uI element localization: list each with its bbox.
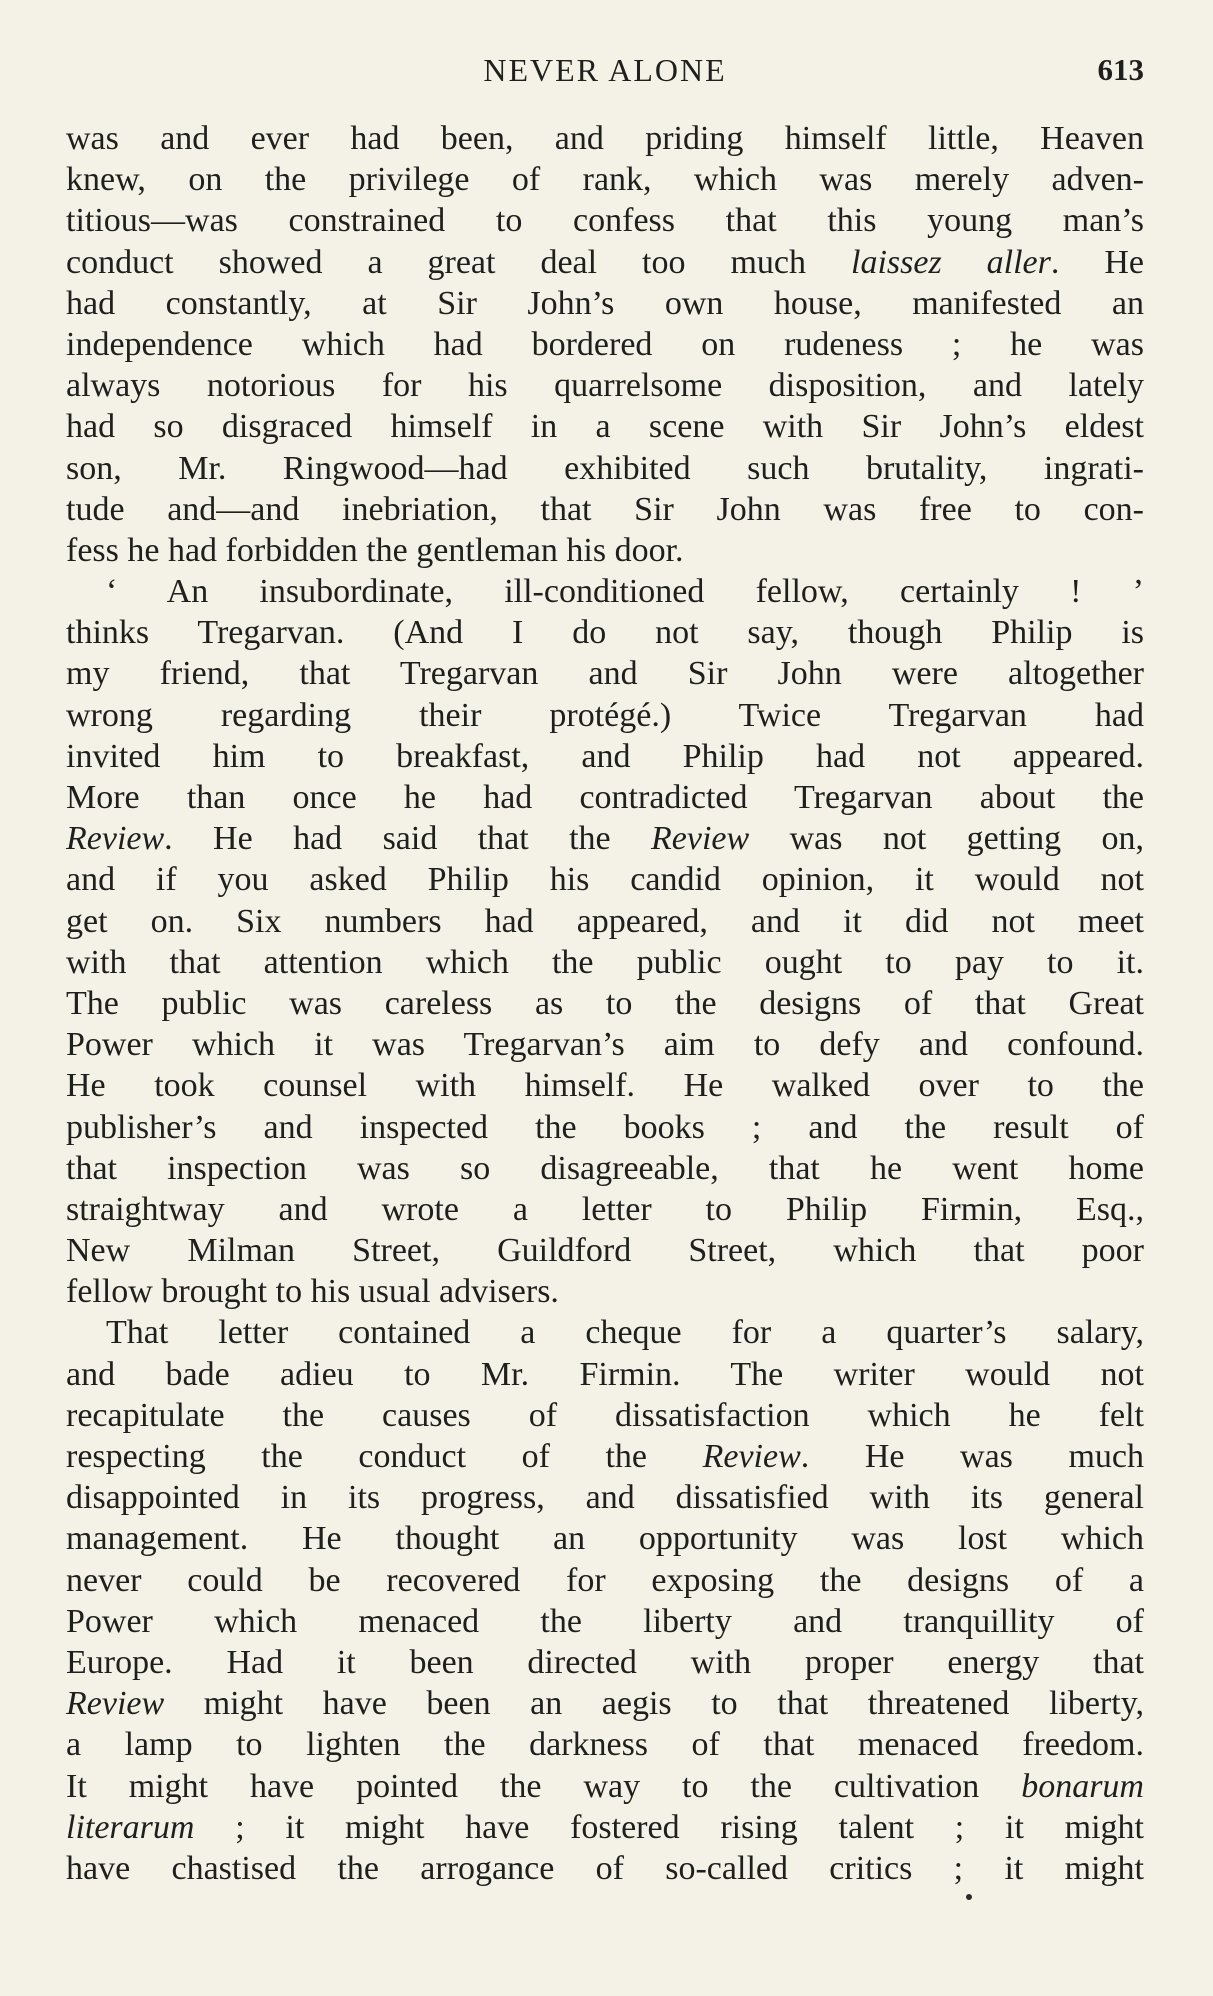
running-title: NEVER ALONE [483,52,727,88]
text-line: wrong regarding their protégé.) Twice Tregarvan had [66,696,1144,734]
text-line: fess he had forbidden the gentleman his door. [66,531,684,569]
text-line: was and ever had been, and priding himself little, Heaven [66,120,1144,157]
text-line: respecting the conduct of the Review. He was much [66,1438,1145,1475]
text-line: titious—was constrained to confess that this young man’s [66,202,1144,240]
text-line: and if you asked Philip his candid opinion, it would not [66,861,1144,899]
text-line: More than once he had contradicted Tregarvan about the [66,779,1144,816]
text-line: Power which it was Tregarvan’s aim to defy and confound. [66,1026,1144,1064]
text-line: New Milman Street, Guildford Street, which that poor [66,1232,1144,1270]
text-line: publisher’s and inspected the books ; and the result of [66,1108,1144,1146]
text-line: that inspection was so disagreeable, that he went home [66,1149,1144,1187]
text-line: conduct showed a great deal too much laissez aller. He [66,243,1144,281]
text-line: my friend, that Tregarvan and Sir John were altogether [66,655,1144,693]
text-line: son, Mr. Ringwood—had exhibited such brutality, ingrati- [66,449,1144,487]
text-line: a lamp to lighten the darkness of that menaced freedom. [66,1726,1144,1764]
text-line: have chastised the arrogance of so-called critics ; it might [66,1849,1144,1887]
text-line: Europe. Had it been directed with proper energy that [66,1643,1144,1681]
text-line: Review might have been an aegis to that threatened liberty, [66,1685,1144,1723]
text-line: The public was careless as to the designs of that Great [66,984,1144,1022]
running-head [66,52,1144,96]
text-line: independence which had bordered on rudeness ; he was [66,325,1144,363]
text-line: thinks Tregarvan. (And I do not say, though Philip is [66,614,1144,652]
text-line: management. He thought an opportunity was lost which [66,1520,1144,1558]
text-line: It might have pointed the way to the cultivation bonarum [66,1767,1144,1805]
text-line: always notorious for his quarrelsome disposition, and lately [66,367,1144,405]
ink-speck [966,1894,972,1900]
text-line: fellow brought to his usual advisers. [66,1273,559,1311]
body-text [66,118,1144,1889]
text-line: had so disgraced himself in a scene with Sir John’s eldest [66,408,1144,446]
page-number: 613 [1097,52,1144,87]
text-line: recapitulate the causes of dissatisfaction which he felt [66,1396,1144,1434]
text-line: knew, on the privilege of rank, which was merely adven- [66,161,1144,199]
text-line: get on. Six numbers had appeared, and it did not meet [66,902,1144,940]
text-line: Power which menaced the liberty and tranquillity of [66,1602,1144,1640]
text-line: and bade adieu to Mr. Firmin. The writer would not [66,1355,1144,1393]
text-line: literarum ; it might have fostered rising talent ; it might [66,1808,1144,1846]
text-line: tude and—and inebriation, that Sir John was free to con- [66,490,1144,528]
text-line: never could be recovered for exposing the designs of a [66,1561,1144,1599]
text-line: That letter contained a cheque for a quarter’s salary, [106,1314,1144,1352]
text-line: with that attention which the public ought to pay to it. [66,943,1144,981]
text-line: Review. He had said that the Review was not getting on, [66,820,1144,858]
text-line: had constantly, at Sir John’s own house, manifested an [66,284,1144,322]
text-line: He took counsel with himself. He walked over to the [66,1067,1144,1105]
text-line: disappointed in its progress, and dissatisfied with its general [66,1479,1144,1517]
text-line: invited him to breakfast, and Philip had not appeared. [66,737,1144,775]
text-line: straightway and wrote a letter to Philip Firmin, Esq., [66,1190,1144,1228]
text-line: ‘ An insubordinate, ill-conditioned fellow, certainly ! ’ [106,573,1144,611]
